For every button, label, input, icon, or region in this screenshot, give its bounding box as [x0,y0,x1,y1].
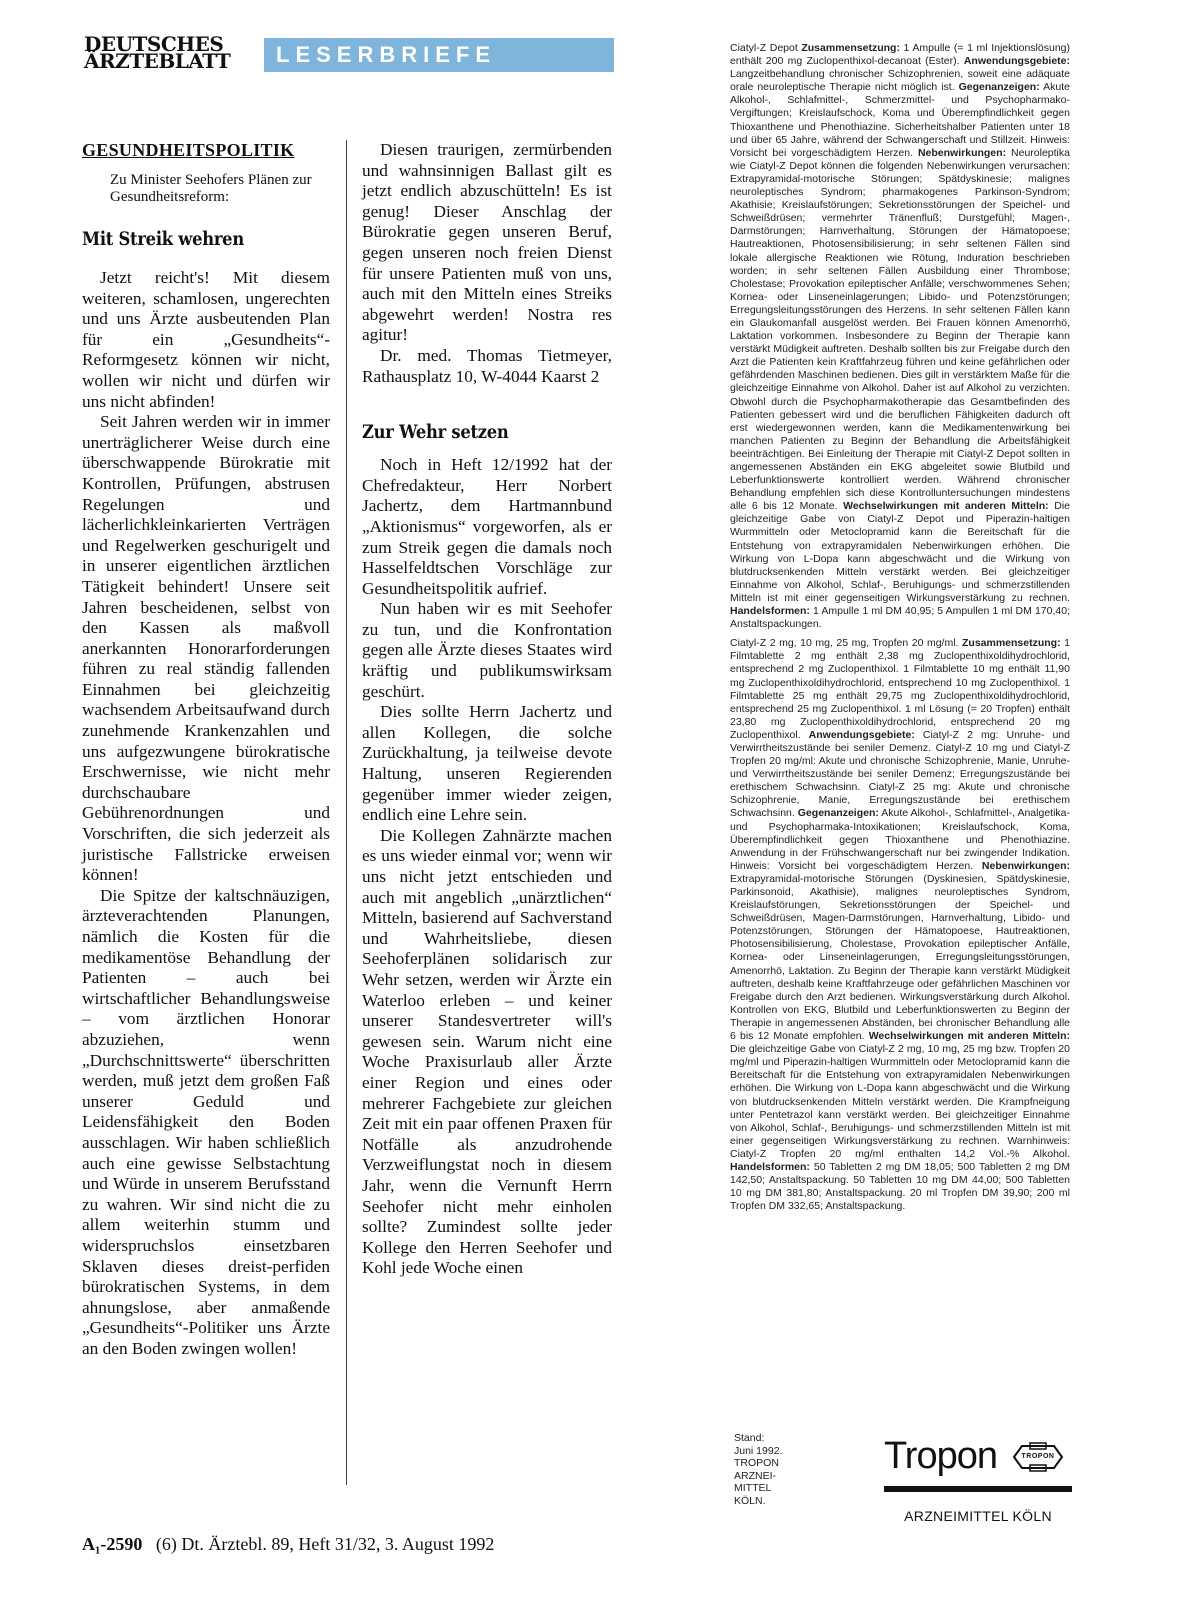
ad-text-run: Langzeitbehandlung chronischer Schizophrenien, soweit eine adäquate orale neuroleptische Therapie nicht möglich ist. [730,68,1070,94]
ad-text-run: Akute Alkohol-, Schlafmittel-, Analgetika- und Psychopharmaka-Intoxikationen; Kreislaufschock, Koma, Überempfindlichkeit gegen Thioxanthene und Phenothiazine. Anwendung in der Frühschwangerschaft nur bei zwingender Indikation. Hinweis: Vorsicht bei vorgeschädigtem Herzen. [730,807,1070,872]
ad-block-tablets [730,637,1070,1213]
section-band [264,38,614,72]
letter-1-paragraph: Seit Jahren werden wir in immer unerträglicherer Weise durch eine überschwappende Bürokratie mit Kontrollen, Prüfungen, abstrusen Regelungen und lächerlichkleinkarierten Verträgen und Regelwerken geschurigelt und in unserer eigentlichen ärztlichen Tätigkeit behindert! Unsere seit Jahren bescheidenen, selbst von den Kassen als maßvoll anerkannten Honorarforderungen führen zu real ständig fallenden Einnahmen bei gleichzeitig wachsendem Arbeitsaufwand durch zunehmende Krankenzahlen und uns aufgezwungene bürokratische Erschwernisse, wie nicht mehr durchschaubare Gebührenordnungen und Vorschriften, die sich jederzeit als juristische Fallstricke erweisen können! [82,412,330,885]
ad-text-run: Neuroleptika wie Ciatyl-Z Depot können die folgenden Nebenwirkungen verursachen: Extrapyramidal-motorische Störungen; Spätdyskinesie; malignes neuroleptisches Syndrom; pharmakogenes Parkinson-Syndrom; Akathisie; Kreislaufstörungen; Sekretionsstörungen der Speichel- und Schweißdrüsen; vermehrter Tränenfluß; Durstgefühl; Magen-, Darmstörungen; Harnverhaltung, Störungen der Hämatopoese; Hautreaktionen, Photosensibilisierung; in sehr seltenen Fällen sind lokale allergische Reaktionen wie Rötung, Induration beschrieben worden; in sehr seltenen Fällen Ausbildung einer Thrombose; Cholestase; Provokation epileptischer Anfälle; verschwommenes Sehen; Kornea- oder Linseneinlagerungen; Libido- und Potenzstörungen; Erregungsleitungsstörungen des Herzens. In sehr seltenen Fällen kann ein Glaukomanfall ausgelöst werden. Bei Frauen können Amenorrhö, Laktation vorkommen. Insbesondere zu Beginn der Therapie kann verstärkt Müdigkeit auftreten. Deshalb sollten bis zur Freigabe durch den Arzt die Patienten kein Kraftfahrzeug führen und keine gefährlichen oder gefährdenden Maschinen bedienen. Dies gilt in verstärktem Maße für die gleichzeitige Einnahme von Alkohol. Daher ist auf Alkohol zu verzichten. Obwohl durch die Psychopharmakotherapie das Gesamtbefinden des Patienten gebessert wird und die beruflichen Fähigkeiten dadurch oft erst wiedergewonnen werden, kann die Medikamentenwirkung bei manchen Patienten zu Beginn der Behandlung die Arbeitsfähigkeit beeinträchtigen. Bei Einleitung der Therapie mit Ciatyl-Z Depot sollten in angemessenen Abständen ein EKG abgeleitet sowie Blutbild und Leberfunktionswerte kontrolliert werden. Während chronischer Behandlung empfehlen sich diese Kontrolluntersuchungen mindestens alle 6 bis 12 Monate. [730,146,1070,513]
masthead [84,32,624,80]
ad-subheading: Nebenwirkungen: [981,859,1070,872]
ad-text-run: 1 Ampulle 1 ml DM 40,95; 5 Ampullen 1 ml DM 170,40; Anstaltspackungen. [730,605,1070,631]
column-divider [346,140,347,1485]
letter-2-paragraph: Dies sollte Herrn Jachertz und allen Kollegen, die solche Zurückhaltung, ja teilweise devote Haltung, unseren Regierenden gegenüber immer wieder zeigen, endlich eine Lehre sein. [362,702,612,825]
letter-1-paragraph: Jetzt reicht's! Mit diesem weiteren, schamlosen, ungerechten und uns Ärzte ausbeutenden Plan für ein „Gesundheits“-Reformgesetz können wir nicht, wollen wir nicht und dürfen wir uns nicht abfinden! [82,268,330,411]
stand-line: TROPON [734,1457,779,1469]
brand-line-1: DEUTSCHES [84,32,224,56]
ad-text-run: Extrapyramidal-motorische Störungen (Dyskinesien, Spätdyskinesie, Parkinsonoid, Akathisie), malignes neuroleptisches Syndrom, Kreislaufstörungen, Sekretionsstörungen der Speichel- und Schweißdrüsen, Magen-Darmstörungen, Harnverhaltung, Libido- und Potenzstörungen, Störungen der Hämatopoese, Hautreaktionen, Photosensibilisierung, Cholestase, Provokation epileptischer Anfälle, Kornea- oder Linseneinlagerungen, Erregungsleitungsstörungen, Amenorrhö, Laktation. Zu Beginn der Therapie kann verstärkt Müdigkeit auftreten, deshalb keine Kraftfahrzeuge oder gefährlichen Maschinen vor Freigabe durch den Arzt bedienen. Wirkungsverstärkung durch Alkohol. Kontrollen von EKG, Blutbild und Leberfunktionswerten zu Beginn der Therapie in angemessenen Abständen, bei chronischer Behandlung alle 6 bis 12 Monate empfohlen. [730,872,1070,1043]
page-footer [82,1533,494,1555]
intro-text: Zu Minister Seehofers Plänen zur Gesundheitsreform: [110,172,312,205]
ad-block-depot [730,42,1070,631]
ad-subheading: Anwendungsgebiete: [963,55,1070,68]
ad-subheading: Zusammensetzung: [962,637,1061,650]
tropon-emblem-icon [1008,1442,1068,1472]
letter-2-paragraph: Nun haben wir es mit Seehofer zu tun, und die Konfrontation gegen alle Ärzte dieses Staates wird kräftig und publikumswirksam geschürt. [362,599,612,701]
ad-subheading: Nebenwirkungen: [917,146,1007,159]
ad-subheading: Zusammensetzung: [801,42,900,54]
advertisement-text [730,42,1070,1213]
ad-subheading: Anwendungsgebiete: [808,728,915,741]
letter-1-paragraph: Die Spitze der kaltschnäuzigen, ärzteverachtenden Planungen, nämlich die Kosten für die medikamentöse Behandlung der Patienten – auch bei wirtschaftlicher Behandlungsweise – vom ärztlichen Honorar abzuziehen, wenn „Durchschnittswerte“ überschritten werden, muß jetzt dem großen Faß unserer Geduld und Leidensfähigkeit den Boden ausschlagen. Wir haben schließlich auch eine gewisse Selbstachtung und Würde in unserem Berufsstand zu wahren. Wir sind nicht die zu allem weiterhin stumm und widerspruchslos einsetzbaren Sklaven dieses dreist-perfiden bürokratischen Systems, in dem ahnungslose, aber anmaßende „Gesundheits“-Politiker uns Ärzte an den Boden zwingen wollen! [82,885,330,1358]
stand-line: KÖLN. [734,1494,766,1507]
logo-wordmark: Tropon [884,1435,997,1477]
ad-text-run: Die gleichzeitige Gabe von Ciatyl-Z 2 mg, 10 mg, 25 mg bzw. Tropfen 20 mg/ml und Piperazin-haltigen Wurmmitteln oder Metoclopramid kann die Bereitschaft für die Entstehung von extrapyramidalen Nebenwirkungen erhöhen. Die Wirkung von L-Dopa kann abgeschwächt und die Wirkung von blutdrucksenkenden Mitteln verstärkt werden. Die Krampfneigung unter Pentetrazol kann verstärkt werden. Bei gleichzeitiger Einnahme von Alkohol, Schlaf-, Beruhigungs- und schmerzstillenden Mitteln ist mit einer gegenseitigen Wirkungsverstärkung zu rechnen. Warnhinweis: Ciatyl-Z Tropfen 20 mg/ml enthalten 14,2 Vol.-% Alkohol. [730,1043,1070,1160]
ad-subheading: Handelsformen: [730,605,810,618]
ad-stand-note [734,1432,804,1507]
letter-2-paragraph: Noch in Heft 12/1992 hat der Chefredakteur, Herr Norbert Jachertz, dem Hartmannbund „Aktionismus“ vorgeworfen, als er zum Streik gegen die damals noch Hasselfeldtschen Vorschläge zur Gesundheitspolitik aufrief. [362,455,612,598]
ad-text-run: 50 Tabletten 2 mg DM 18,05; 500 Tabletten 2 mg DM 142,50; Anstaltspackung. 50 Tabletten 10 mg DM 44,00; 500 Tabletten 10 mg DM 381,80; Anstaltspackung. 20 ml Tropfen DM 39,90; 200 ml Tropfen DM 332,65; Anstaltspackung. [730,1160,1070,1213]
stand-line: Stand: [734,1432,765,1444]
letter-1-paragraph: Diesen traurigen, zermürbenden und wahnsinnigen Ballast gilt es jetzt endlich abzuschütteln! Es ist genug! Dieser Anschlag der Bürokratie gegen unseren Beruf, gegen unseren noch freien Dienst für unsere Patienten muß von uns, auch mit den Mitteln eines Streiks abgewehrt werden! Nostra res agitur! [362,140,612,345]
ad-subheading: Handelsformen: [730,1160,810,1173]
ad-subheading: Gegenanzeigen: [797,807,879,820]
page-number: A₁-2590 [82,1534,143,1554]
emblem-text: TROPON [1021,1453,1055,1460]
stand-line: MITTEL [734,1482,772,1494]
ad-text-run: Ciatyl-Z 2 mg, 10 mg, 25 mg, Tropfen 20 mg/ml. [730,637,962,650]
section-label: LESERBRIEFE [276,42,497,67]
stand-line: ARZNEI- [734,1469,776,1482]
ad-text-run: 1 Filmtablette 2 mg enthält 2,38 mg Zuclopenthixoldihydrochlorid, entsprechend 2 mg Zuclopenthixol. 1 Filmtablette 10 mg enthält 11,90 mg Zuclopenthixoldihydrochlorid, entsprechend 10 mg Zuclopenthixol. 1 Filmtablette 25 mg enthält 29,75 mg Zuclopenthixoldihydrochlorid, entsprechend 25 mg Zuclopenthixol. 1 ml Lösung (= 20 Tropfen) enthält 23,80 mg Zuclopenthixoldihydrochlorid, entsprechend 20 mg Zuclopenthixol. [730,637,1070,741]
tropon-logo [884,1436,1074,1556]
brand-line-2: ÄRZTEBLATT [84,49,231,73]
ad-text-run: Ciatyl-Z Depot [730,42,802,54]
citation: (6) Dt. Ärztebl. 89, Heft 31/32, 3. August 1992 [155,1534,495,1554]
letter-1-headline: Mit Streik wehren [82,228,244,250]
column-1 [82,140,330,1359]
ad-text-run: Die gleichzeitige Gabe von Ciatyl-Z Depot und Piperazin-haltigen Wurmmitteln oder Metoclopramid kann die Bereitschaft für die Entstehung von extrapyramidalen Nebenwirkungen erhöhen. Die Wirkung von L-Dopa kann abgeschwächt und die Wirkung von blutdrucksenkenden Mitteln verstärkt werden. Bei gleichzeitiger Einnahme von Alkohol, Schlaf-, Beruhigungs- und schmerzstillenden Mitteln ist mit einer gegenseitigen Wirkungsverstärkung zu rechnen. [730,500,1070,604]
stand-line: Juni 1992. [734,1444,783,1457]
letter-2-headline: Zur Wehr setzen [362,421,509,444]
ad-subheading: Gegenanzeigen: [958,81,1040,94]
ad-text-run: 1 Ampulle (= 1 ml Injektionslösung) enthält 200 mg Zuclopenthixol-decanoat (Ester). [730,42,1070,68]
rubric-heading: GESUNDHEITSPOLITIK [82,140,295,160]
ad-text-run: Akute Alkohol-, Schlafmittel-, Schmerzmittel- und Psychopharmako-Vergiftungen; Kreislaufschock, Koma und Überempfindlichkeit gegen Thioxanthene und Phenothiazine. Sicherheitshalber Patienten unter 18 und über 65 Jahre, während der Schwangerschaft und Stillzeit. Hinweis: Vorsicht bei vorgeschädigtem Herzen. [730,81,1070,159]
column-2 [362,140,612,1279]
journal-logo [84,32,231,73]
ad-text-run: Ciatyl-Z 2 mg: Unruhe- und Verwirrtheitszustände bei seniler Demenz. Ciatyl-Z 10 mg und Ciatyl-Z Tropfen 20 mg/ml: Akute und chronische Schizophrenie, Manie, Unruhe- und Verwirrtheitszustände bei seniler Demenz; Erregungszustände bei erethischem Schwachsinn. Ciatyl-Z 25 mg: Akute und chronische Schizophrenie, Manie, Erregungszustände bei erethischem Schwachsinn. [730,728,1070,820]
ad-subheading: Wechselwirkungen mit anderen Mitteln: [868,1030,1070,1043]
letter-1-signature: Dr. med. Thomas Tietmeyer, Rathausplatz 10, W-4044 Kaarst 2 [362,345,612,386]
ad-subheading: Wechselwirkungen mit anderen Mitteln: [843,500,1049,513]
logo-bar [884,1486,1072,1492]
letter-2-paragraph: Die Kollegen Zahnärzte machen es uns wieder einmal vor; wenn wir uns nicht jetzt entschieden und auch mit angeblich „unärztlichen“ Mitteln, basierend auf Sachverstand und Wahrheitsliebe, diesen Seehoferplänen solidarisch zur Wehr setzen, werden wir Ärzte ein Waterloo erleben – und keiner unserer Standesvertreter will's gewesen sein. Warum nicht eine Woche Praxisurlaub aller Ärzte einer Region und eines oder mehrerer Fachgebiete zur gleichen Zeit mit ein paar offenen Praxen für Notfälle als anzudrohende Verzweiflungstat noch in diesem Jahr, wenn die Vernunft Herrn Seehofer nicht mehr einholen sollte? Zumindest sollte jeder Kollege den Herren Seehofer und Kohl jede Woche einen [362,825,612,1278]
logo-caption: ARZNEIMITTEL KÖLN [904,1508,1052,1524]
